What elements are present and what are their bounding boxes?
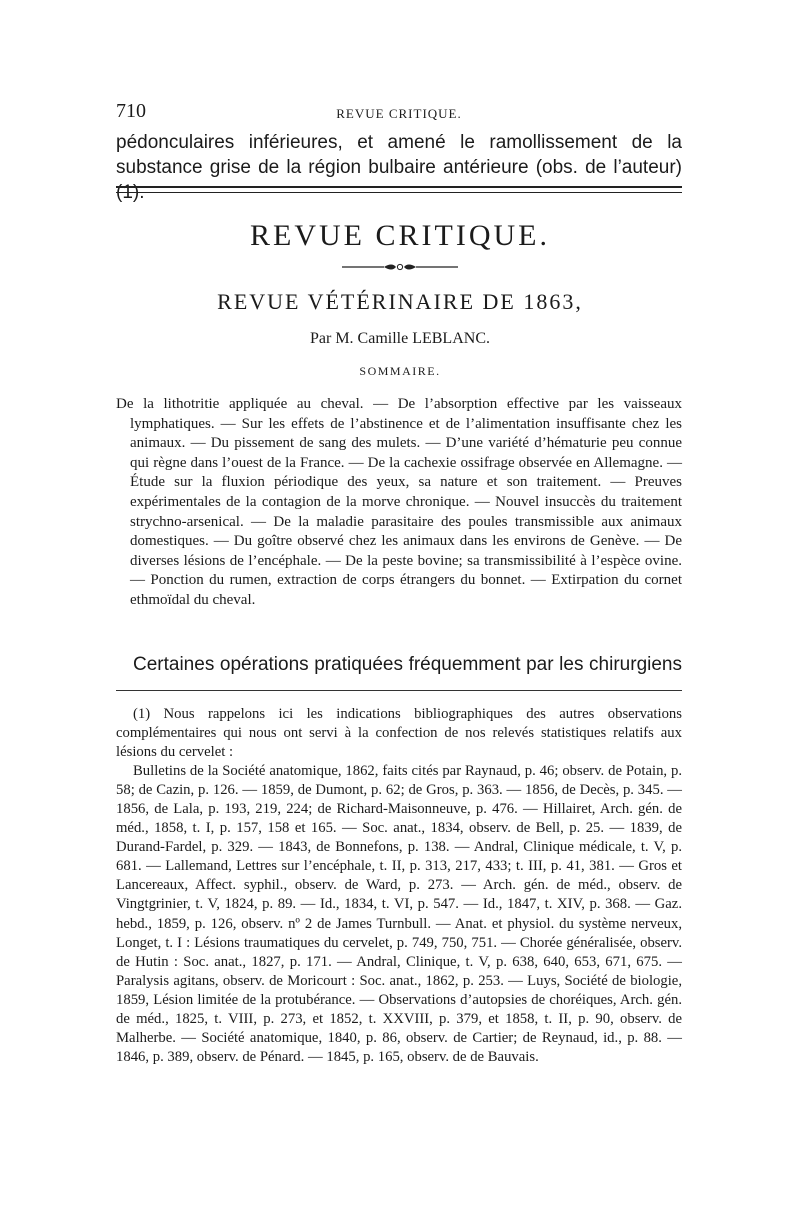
- footnote: [116, 705, 682, 1067]
- footnote-references: Bulletins de la Société anatomique, 1862, faits cités par Raynaud, p. 46; observ. de Potain, p. 58; de Cazin, p. 126. — 1859, de Dumont, p. 62; de Gros, p. 363. — 1856, de Decès, p. 345. — 1856, de Lala, p. 193, 219, 224; de Richard-Maisonneuve, p. 476. — Hillairet, Arch. gén. de méd., 1858, t. I, p. 157, 158 et 165. — Soc. anat., 1834, observ. de Bell, p. 25. — 1839, de Durand-Fardel, p. 329. — 1843, de Bonnefons, p. 138. — Andral, Clinique médicale, t. V, p. 681. — Lallemand, Lettres sur l’encéphale, t. II, p. 313, 217, 433; t. III, p. 41, 381. — Gros et Lancereaux, Affect. syphil., observ. de Ward, p. 273. — Arch. gén. de méd., observ. de Vingtgrinier, t. V, 1824, p. 89. — Id., 1834, t. VI, p. 547. — Id., 1847, t. XIV, p. 368. — Gaz. hebd., 1859, p. 126, observ. nº 2 de James Turnbull. — Anat. et physiol. du système nerveux, Longet, t. I : Lésions traumatiques du cervelet, p. 749, 750, 751. — Chorée généralisée, observ. de Hutin : Soc. anat., 1827, p. 171. — Andral, Clinique, t. V, p. 638, 640, 653, 671, 675. — Paralysis agitans, observ. de Moricourt : Soc. anat., 1862, p. 253. — Luys, Société de biologie, 1859, Lésion limitée de la protubérance. — Observations d’autopsies de choréiques, Arch. gén. de méd., 1825, t. VIII, p. 273, et 1852, t. XXVIII, p. 379, et 1858, t. II, p. 90, observ. de Malherbe. — Société anatomique, 1840, p. 86, observ. de Cartier; de Reynaud, id., p. 88. — 1846, p. 389, observ. de Pénard. — 1845, p. 165, observ. de de Bauvais.: [116, 763, 682, 1065]
- continuation-paragraph: [116, 130, 682, 205]
- author-line: Par M. Camille LEBLANC.: [310, 330, 490, 347]
- page-number: 710: [116, 100, 146, 122]
- article-subtitle: REVUE VÉTÉRINAIRE DE 1863,: [217, 289, 583, 314]
- summary-heading: SOMMAIRE.: [359, 364, 441, 378]
- footnote-rule: [116, 690, 682, 691]
- body-opening-line: Certaines opérations pratiquées fréquemment par les chirurgiens: [133, 654, 682, 675]
- ornament-divider: [340, 261, 460, 273]
- summary-block: [116, 395, 682, 611]
- section-title: REVUE CRITIQUE.: [250, 219, 550, 252]
- running-header: [116, 100, 682, 128]
- body-paragraph: [116, 652, 682, 677]
- summary-text: De la lithotritie appliquée au cheval. — De l’absorption effective par les vaisseaux lymphatiques. — Sur les effets de l’abstinence et de l’alimentation insuffisante chez les animaux. — Du pissement de sang des mulets. — D’une variété d’hématurie peu connue qui règne dans l’ouest de la France. — De la cachexie ossifrage observée en Allemagne. — Étude sur la fluxion périodique des yeux, sa nature et son traitement. — Preuves expérimentales de la contagion de la morve chronique. — Nouvel insuccès du traitement strychno-arsenical. — De la maladie parasitaire des poules transmissible aux animaux domestiques. — Du goître observé chez les animaux dans les environs de Genève. — De diverses lésions de l’encéphale. — De la peste bovine; sa transmissibilité à l’espèce ovine. — Ponction du rumen, extraction de corps étrangers du bonnet. — Extirpation du cornet ethmoïdal du cheval.: [116, 396, 682, 608]
- running-title: REVUE CRITIQUE.: [336, 106, 462, 121]
- continuation-text: pédonculaires inférieures, et amené le ramollissement de la substance grise de la région bulbaire antérieure (obs. de l’auteur) (1).: [116, 132, 682, 203]
- double-rule-divider: [116, 186, 682, 193]
- footnote-intro: (1) Nous rappelons ici les indications bibliographiques des autres observations complémentaires qui nous ont servi à la confection de nos relevés statistiques relatifs aux lésions du cervelet :: [116, 706, 682, 761]
